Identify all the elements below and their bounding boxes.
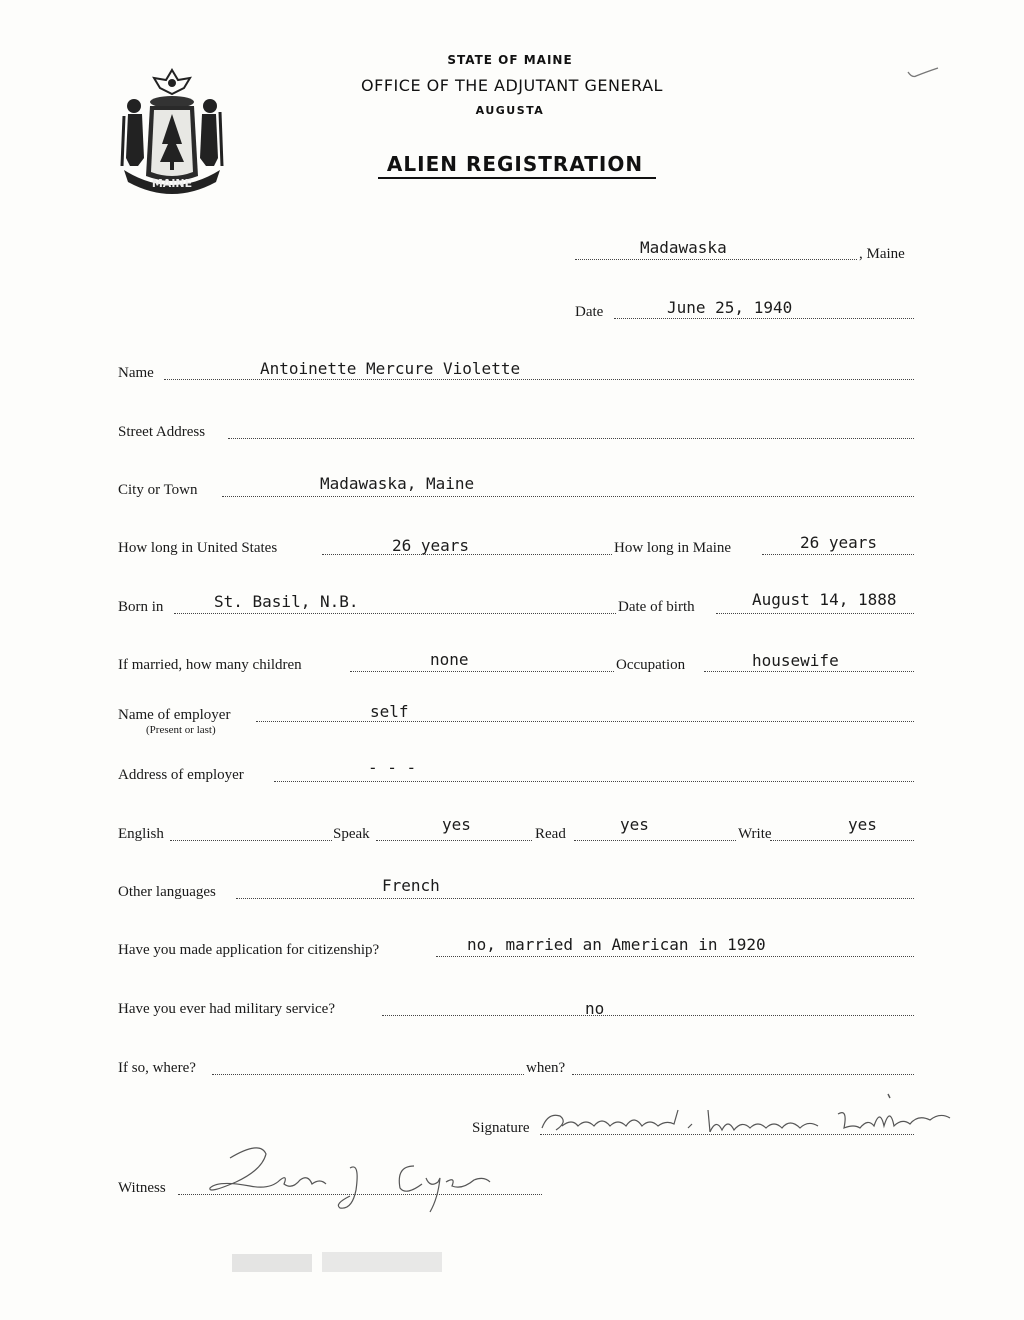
read-line: [574, 840, 736, 841]
employer-label: Name of employer: [118, 707, 231, 723]
title-underline: [378, 177, 656, 179]
place-value: Madawaska: [640, 238, 727, 257]
occupation-value: housewife: [752, 651, 839, 670]
street-address-line: [228, 438, 914, 439]
english-line: [170, 840, 332, 841]
city-or-town-value: Madawaska, Maine: [320, 474, 475, 493]
state-heading: STATE OF MAINE: [447, 53, 573, 67]
date-of-birth-value: August 14, 1888: [752, 590, 897, 609]
employer-address-label: Address of employer: [118, 767, 244, 783]
name-label: Name: [118, 365, 154, 381]
other-languages-value: French: [382, 876, 440, 895]
employer-address-value: - - -: [368, 758, 417, 777]
check-mark-icon: [906, 66, 940, 80]
children-line: [350, 671, 614, 672]
date-label: Date: [575, 304, 604, 320]
military-line: [382, 1015, 914, 1016]
write-label: Write: [738, 826, 772, 842]
date-value: June 25, 1940: [667, 298, 793, 317]
how-long-us-label: How long in United States: [118, 540, 278, 556]
employer-sublabel: (Present or last): [146, 724, 216, 736]
children-label: If married, how many children: [118, 657, 302, 673]
date-of-birth-label: Date of birth: [618, 599, 695, 615]
place-line: [575, 259, 857, 260]
date-of-birth-line: [716, 613, 914, 614]
military-value: no: [585, 999, 605, 1018]
city-or-town-label: City or Town: [118, 482, 198, 498]
children-value: none: [430, 650, 469, 669]
speak-line: [376, 840, 532, 841]
place-suffix: , Maine: [859, 246, 905, 262]
city-heading: AUGUSTA: [475, 104, 545, 117]
other-languages-line: [236, 898, 914, 899]
occupation-line: [704, 671, 914, 672]
when-line: [572, 1074, 914, 1075]
city-or-town-line: [222, 496, 914, 497]
form-title: ALIEN REGISTRATION: [386, 152, 644, 176]
born-in-value: St. Basil, N.B.: [214, 592, 359, 611]
write-line: [770, 840, 914, 841]
employer-address-line: [274, 781, 914, 782]
other-languages-label: Other languages: [118, 884, 216, 900]
witness-signature-icon: [200, 1138, 500, 1218]
employer-value: self: [370, 702, 409, 721]
date-line: [614, 318, 914, 319]
street-address-label: Street Address: [118, 424, 206, 440]
name-line: [164, 379, 914, 380]
how-long-maine-value: 26 years: [800, 533, 878, 552]
english-label: English: [118, 826, 164, 842]
name-value: Antoinette Mercure Violette: [260, 359, 521, 378]
when-label: when?: [526, 1060, 566, 1076]
svg-text:MAINE: MAINE: [151, 177, 193, 190]
speak-label: Speak: [333, 826, 370, 842]
speak-value: yes: [442, 815, 471, 834]
how-long-maine-label: How long in Maine: [614, 540, 732, 556]
witness-label: Witness: [118, 1180, 166, 1196]
occupation-label: Occupation: [616, 657, 686, 673]
citizenship-value: no, married an American in 1920: [467, 935, 766, 954]
read-value: yes: [620, 815, 649, 834]
citizenship-label: Have you made application for citizenship?: [118, 942, 380, 958]
write-value: yes: [848, 815, 877, 834]
born-in-line: [174, 613, 616, 614]
born-in-label: Born in: [118, 599, 164, 615]
where-line: [212, 1074, 524, 1075]
applicant-signature-icon: [538, 1088, 968, 1144]
where-label: If so, where?: [118, 1060, 196, 1076]
employer-line: [256, 721, 914, 722]
office-heading: OFFICE OF THE ADJUTANT GENERAL: [361, 76, 663, 95]
military-label: Have you ever had military service?: [118, 1001, 335, 1017]
how-long-maine-line: [762, 554, 914, 555]
citizenship-line: [436, 956, 914, 957]
how-long-us-value: 26 years: [392, 536, 470, 555]
read-label: Read: [535, 826, 566, 842]
signature-label: Signature: [472, 1120, 530, 1136]
received-stamp-icon: [230, 1246, 460, 1282]
